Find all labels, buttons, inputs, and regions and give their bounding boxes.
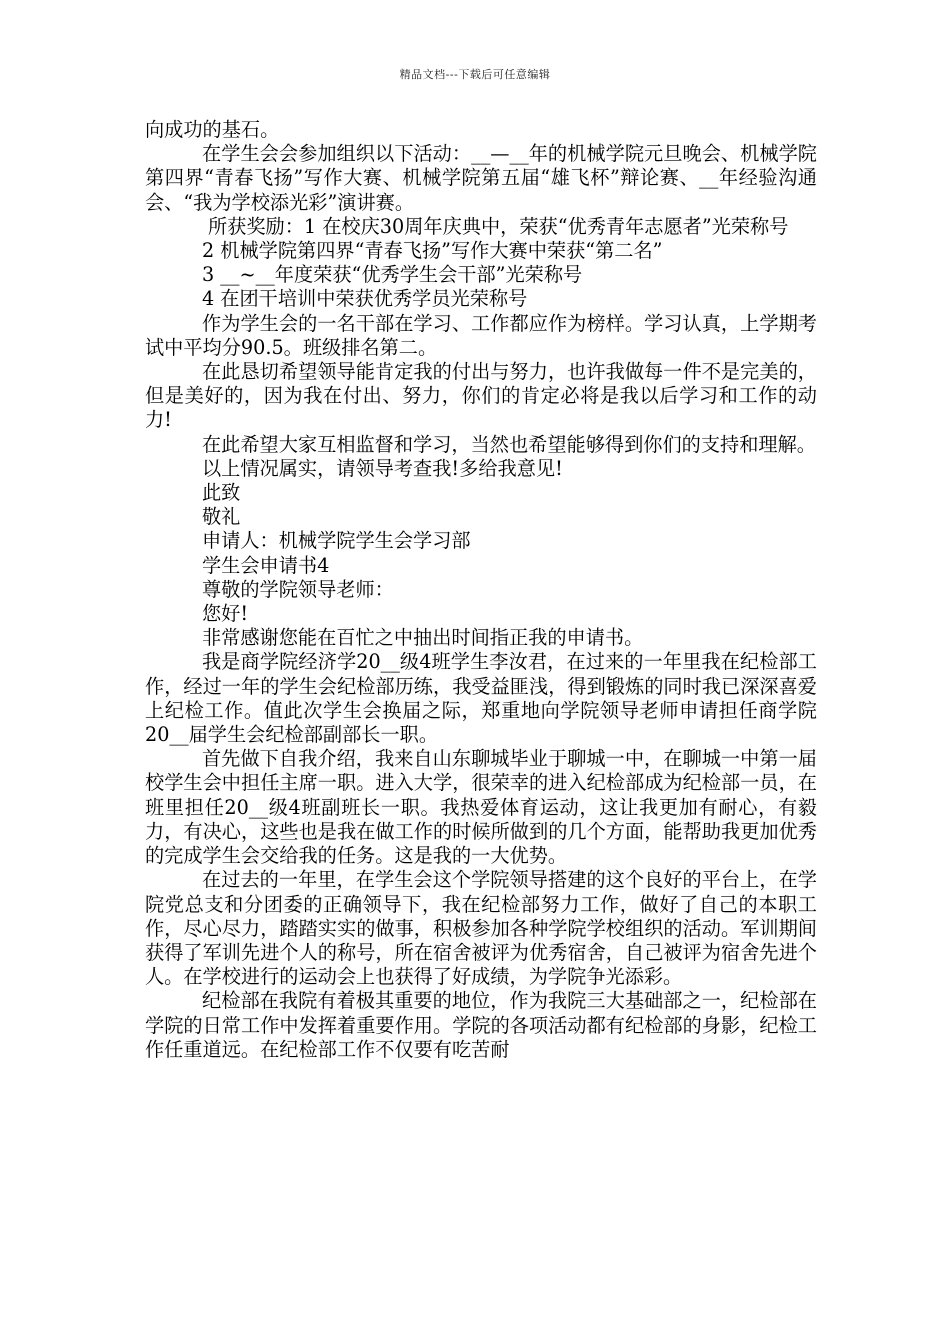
award-item: 3 __~__年度荣获“优秀学生会干部”光荣称号 — [202, 263, 583, 287]
paragraph: 所获奖励：1 在校庆30周年庆典中，荣获“优秀青年志愿者”光荣称号 — [208, 214, 789, 238]
paragraph: 在此恳切希望领导能肯定我的付出与努力，也许我做每一件不是完美的，但是美好的，因为我在付出、努力，你们的肯定必将是我以后学习和工作的动力! — [145, 360, 817, 432]
paragraph: 我是商学院经济学20__级4班学生李汝君，在过来的一年里我在纪检部工作，经过一年的学生会纪检部历练，我受益匪浅，得到锻炼的同时我已深深喜爱上纪检工作。值此次学生会换届之际，郑重地向学院领导老师申请担任商学院20__届学生会纪检部副部长一职。 — [145, 650, 817, 747]
paragraph: 在学生会会参加组织以下活动：__—__年的机械学院元旦晚会、机械学院第四界“青春飞扬”写作大赛、机械学院第五届“雄飞杯”辩论赛、__年经验沟通会、“我为学校添光彩”演讲赛。 — [145, 142, 817, 214]
greeting: 您好! — [202, 602, 249, 626]
paragraph: 在此希望大家互相监督和学习，当然也希望能够得到你们的支持和理解。 — [202, 432, 816, 456]
paragraph: 非常感谢您能在百忙之中抽出时间指正我的申请书。 — [202, 626, 644, 650]
paragraph: 首先做下自我介绍，我来自山东聊城毕业于聊城一中，在聊城一中第一届校学生会中担任主席一职。进入大学，很荣幸的进入纪检部成为纪检部一员，在班里担任20__级4班副班长一职。我热爱体育运动，这让我更加有耐心，有毅力，有决心，这些也是我在做工作的时候所做到的几个方面，能帮助我更加优秀的完成学生会交给我的任务。这是我的一大优势。 — [145, 747, 817, 868]
applicant-line: 申请人：机械学院学生会学习部 — [202, 529, 471, 553]
paragraph: 向成功的基石。 — [145, 118, 280, 141]
paragraph: 以上情况属实，请领导考查我!多给我意见! — [202, 456, 563, 480]
closing-line: 敬礼 — [202, 505, 241, 529]
document-body — [145, 118, 817, 1062]
award-item: 4 在团干培训中荣获优秀学员光荣称号 — [202, 287, 528, 311]
closing-line: 此致 — [202, 481, 241, 505]
paragraph: 在过去的一年里，在学生会这个学院领导搭建的这个良好的平台上，在学院党总支和分团委的正确领导下，我在纪检部努力工作，做好了自己的本职工作，尽心尽力，踏踏实实的做事，积极参加各种学院学校组织的活动。军训期间获得了军训先进个人的称号，所在宿舍被评为优秀宿舍，自己被评为宿舍先进个人。在学校进行的运动会上也获得了好成绩，为学院争光添彩。 — [145, 868, 817, 989]
paragraph: 纪检部在我院有着极其重要的地位，作为我院三大基础部之一，纪检部在学院的日常工作中发挥着重要作用。学院的各项活动都有纪检部的身影，纪检工作任重道远。在纪检部工作不仅要有吃苦耐 — [145, 989, 817, 1061]
award-item: 2 机械学院第四界“青春飞扬”写作大赛中荣获“第二名” — [202, 239, 663, 263]
page-header: 精品文档---下载后可任意编辑 — [399, 68, 551, 81]
paragraph: 作为学生会的一名干部在学习、工作都应作为榜样。学习认真，上学期考试中平均分90.5。班级排名第二。 — [145, 311, 817, 359]
salutation: 尊敬的学院领导老师： — [202, 577, 394, 601]
section-title: 学生会申请书4 — [202, 553, 330, 577]
